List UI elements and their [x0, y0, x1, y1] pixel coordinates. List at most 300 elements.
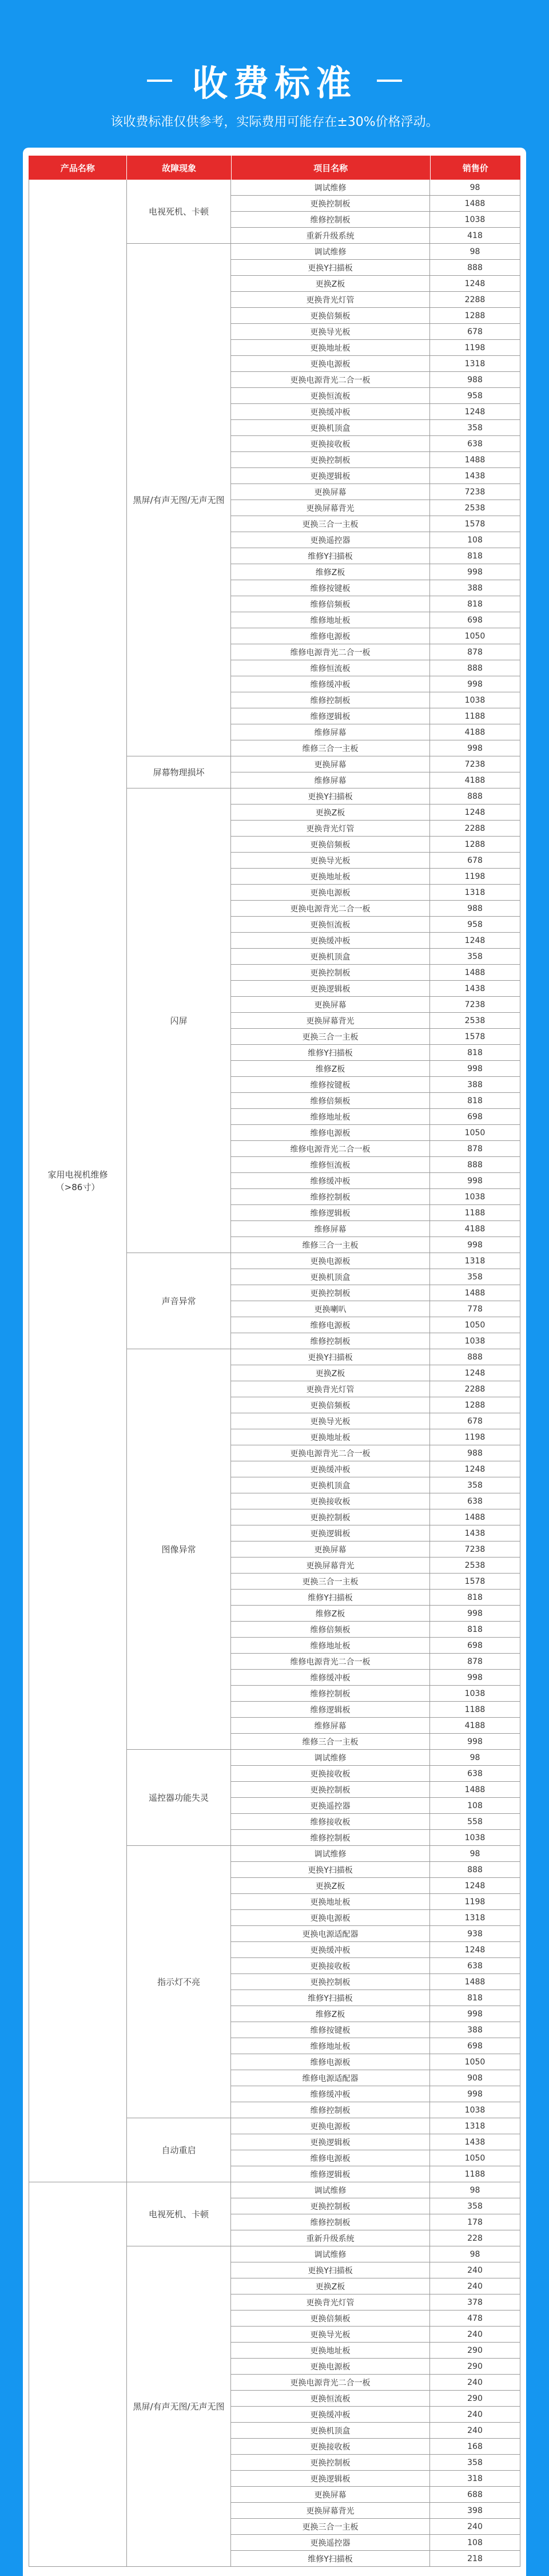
price-cell: 1038 [430, 1830, 520, 1846]
table-row [231, 2150, 520, 2166]
category-cell: 家用电视机维修（>86寸） [29, 180, 127, 2182]
item-name-cell: 更换地址板 [231, 1894, 430, 1910]
table-row [231, 2102, 520, 2118]
item-name-cell: 维修电源背光二合一板 [231, 1654, 430, 1670]
item-name-cell: 维修地址板 [231, 2038, 430, 2054]
items-column [231, 756, 520, 788]
item-name-cell: 更换背光灯管 [231, 2294, 430, 2311]
table-row [231, 1509, 520, 1525]
price-cell: 318 [430, 2471, 520, 2487]
price-cell: 1438 [430, 1525, 520, 1541]
table-row [231, 628, 520, 644]
price-cell: 1248 [430, 1461, 520, 1477]
table-row [231, 1910, 520, 1926]
price-cell: 1488 [430, 196, 520, 212]
table-row [231, 1333, 520, 1349]
price-cell: 698 [430, 1638, 520, 1654]
table-row [231, 2423, 520, 2439]
price-cell: 888 [430, 1862, 520, 1878]
table-row [231, 1798, 520, 1814]
item-name-cell: 更换Z板 [231, 276, 430, 292]
column-header-price: 销售价 [462, 163, 488, 173]
item-name-cell: 维修Z板 [231, 2006, 430, 2022]
price-cell: 1248 [430, 933, 520, 949]
price-cell: 958 [430, 917, 520, 933]
table-row [231, 2038, 520, 2054]
table-row [231, 1718, 520, 1734]
price-cell: 7238 [430, 484, 520, 500]
title-row [0, 55, 549, 106]
price-cell: 388 [430, 1077, 520, 1093]
item-name-cell: 更换屏幕背光 [231, 1013, 430, 1029]
table-row [231, 2262, 520, 2278]
price-cell: 818 [430, 1590, 520, 1606]
table-row [231, 2182, 520, 2198]
price-cell: 988 [430, 1445, 520, 1461]
item-name-cell: 更换接收板 [231, 2439, 430, 2455]
fault-group [127, 788, 520, 1253]
price-cell: 358 [430, 2198, 520, 2214]
table-row [231, 2246, 520, 2262]
price-cell: 1038 [430, 1333, 520, 1349]
table-row [231, 1013, 520, 1029]
items-column [231, 1846, 520, 2118]
item-name-cell: 维修Y扫描板 [231, 1045, 430, 1061]
table-row [231, 2391, 520, 2407]
item-name-cell: 更换控制板 [231, 452, 430, 468]
price-cell: 2288 [430, 1381, 520, 1397]
price-cell: 888 [430, 1157, 520, 1173]
item-name-cell: 维修电源背光二合一板 [231, 644, 430, 660]
item-name-cell: 更换电源背光二合一板 [231, 2375, 430, 2391]
table-row [231, 276, 520, 292]
price-cell: 478 [430, 2311, 520, 2327]
fault-cell: 屏幕物理损坏 [127, 756, 231, 788]
table-row [231, 1445, 520, 1461]
price-cell: 1248 [430, 1942, 520, 1958]
item-name-cell: 调试维修 [231, 244, 430, 260]
table-row [231, 1397, 520, 1413]
item-name-cell: 更换倍频板 [231, 308, 430, 324]
item-name-cell: 更换逻辑板 [231, 2134, 430, 2150]
item-name-cell: 维修屏幕 [231, 1221, 430, 1237]
item-name-cell: 维修三合一主板 [231, 1734, 430, 1750]
item-name-cell: 更换Y扫描板 [231, 1349, 430, 1365]
item-name-cell: 维修电源板 [231, 1125, 430, 1141]
price-cell: 240 [430, 2519, 520, 2535]
fault-cell: 电视死机、卡顿 [127, 2182, 231, 2246]
item-name-cell: 维修电源板 [231, 1317, 430, 1333]
item-name-cell: 更换缓冲板 [231, 2407, 430, 2423]
item-name-cell: 更换遥控器 [231, 532, 430, 548]
table-row [231, 2359, 520, 2375]
item-name-cell: 更换遥控器 [231, 2535, 430, 2551]
table-row [231, 1109, 520, 1125]
price-cell: 998 [430, 740, 520, 756]
price-cell: 818 [430, 1622, 520, 1638]
price-cell: 1248 [430, 804, 520, 821]
item-name-cell: 更换逻辑板 [231, 2471, 430, 2487]
price-cell: 388 [430, 2022, 520, 2038]
price-cell: 998 [430, 1173, 520, 1189]
price-cell: 358 [430, 949, 520, 965]
item-name-cell: 维修按键板 [231, 580, 430, 596]
title-right-dash [377, 80, 402, 82]
item-name-cell: 维修Y扫描板 [231, 548, 430, 564]
fault-cell: 电视死机、卡顿 [127, 180, 231, 244]
price-cell: 778 [430, 1301, 520, 1317]
item-name-cell: 更换控制板 [231, 2198, 430, 2214]
table-row [231, 1926, 520, 1942]
price-cell: 358 [430, 2455, 520, 2471]
item-name-cell: 更换遥控器 [231, 1798, 430, 1814]
item-name-cell: 调试维修 [231, 2246, 430, 2262]
price-cell: 1050 [430, 1125, 520, 1141]
item-name-cell: 维修按键板 [231, 2022, 430, 2038]
table-row [231, 1413, 520, 1429]
price-cell: 888 [430, 260, 520, 276]
item-name-cell: 维修控制板 [231, 1830, 430, 1846]
item-name-cell: 更换Z板 [231, 1878, 430, 1894]
table-row [231, 2214, 520, 2230]
fault-cell: 自动重启 [127, 2118, 231, 2182]
table-row [231, 2455, 520, 2471]
fault-cell: 黑屏/有声无图/无声无图 [127, 244, 231, 756]
item-name-cell: 维修控制板 [231, 2102, 430, 2118]
items-column [231, 180, 520, 244]
price-cell: 1038 [430, 2102, 520, 2118]
items-column [231, 1349, 520, 1750]
price-cell: 240 [430, 2423, 520, 2439]
items-column [231, 2118, 520, 2182]
item-name-cell: 更换背光灯管 [231, 292, 430, 308]
item-name-cell: 调试维修 [231, 2182, 430, 2198]
table-row [231, 1974, 520, 1990]
table-row [231, 837, 520, 853]
table-row [231, 356, 520, 372]
item-name-cell: 更换恒流板 [231, 917, 430, 933]
price-cell: 418 [430, 228, 520, 244]
title-left-dash [147, 80, 172, 82]
price-cell: 678 [430, 324, 520, 340]
table-row [231, 869, 520, 885]
table-row [231, 388, 520, 404]
table-row [231, 901, 520, 917]
table-row [231, 180, 520, 196]
faults-column [127, 180, 520, 2182]
item-name-cell: 维修控制板 [231, 692, 430, 708]
faults-column [127, 2182, 520, 2567]
table-row [231, 340, 520, 356]
price-cell: 388 [430, 580, 520, 596]
table-row [231, 1317, 520, 1333]
price-cell: 7238 [430, 997, 520, 1013]
table-row [231, 1686, 520, 1702]
item-name-cell: 维修缓冲板 [231, 676, 430, 692]
price-cell: 818 [430, 1990, 520, 2006]
price-cell: 108 [430, 532, 520, 548]
table-row [231, 1381, 520, 1397]
price-cell: 1188 [430, 708, 520, 724]
table-row [231, 2086, 520, 2102]
item-name-cell: 维修倍频板 [231, 1093, 430, 1109]
fault-group [127, 2246, 520, 2567]
table-row [231, 532, 520, 548]
price-cell: 240 [430, 2375, 520, 2391]
category-cell [29, 2182, 127, 2567]
item-name-cell: 更换Y扫描板 [231, 1862, 430, 1878]
table-row [231, 1365, 520, 1381]
table-row [231, 2375, 520, 2391]
item-name-cell: 更换Y扫描板 [231, 2262, 430, 2278]
table-row [231, 212, 520, 228]
price-cell: 1198 [430, 1894, 520, 1910]
item-name-cell: 更换电源板 [231, 2359, 430, 2375]
price-cell: 1198 [430, 340, 520, 356]
item-name-cell: 更换三合一主板 [231, 516, 430, 532]
item-name-cell: 更换地址板 [231, 869, 430, 885]
price-cell: 908 [430, 2070, 520, 2086]
table-row [231, 1558, 520, 1574]
table-row [231, 724, 520, 740]
table-row [231, 1862, 520, 1878]
table-row [231, 1782, 520, 1798]
table-row [231, 2278, 520, 2294]
item-name-cell: 维修恒流板 [231, 660, 430, 676]
item-name-cell: 更换电源板 [231, 885, 430, 901]
item-name-cell: 更换恒流板 [231, 2391, 430, 2407]
table-row [231, 1301, 520, 1317]
table-row [231, 2198, 520, 2214]
table-row [231, 1606, 520, 1622]
item-name-cell: 更换接收板 [231, 1493, 430, 1509]
price-cell: 678 [430, 1413, 520, 1429]
price-cell: 1318 [430, 2118, 520, 2134]
item-name-cell: 更换机顶盒 [231, 420, 430, 436]
table-row [231, 1285, 520, 1301]
table-row [231, 596, 520, 612]
item-name-cell: 更换恒流板 [231, 388, 430, 404]
price-cell: 1050 [430, 1317, 520, 1333]
item-name-cell: 更换三合一主板 [231, 1574, 430, 1590]
table-row [231, 788, 520, 804]
price-cell: 1038 [430, 1189, 520, 1205]
price-cell: 168 [430, 2439, 520, 2455]
table-row [231, 2230, 520, 2246]
items-column [231, 2246, 520, 2567]
category-group [29, 180, 520, 2182]
table-row [231, 372, 520, 388]
item-name-cell: 维修倍频板 [231, 596, 430, 612]
item-name-cell: 维修电源板 [231, 2054, 430, 2070]
item-name-cell: 更换控制板 [231, 1509, 430, 1525]
table-row [231, 404, 520, 420]
table-row [231, 1141, 520, 1157]
price-cell: 98 [430, 1750, 520, 1766]
table-row [231, 853, 520, 869]
price-cell: 358 [430, 1269, 520, 1285]
item-name-cell: 维修电源适配器 [231, 2070, 430, 2086]
price-cell: 2538 [430, 1558, 520, 1574]
price-cell: 1248 [430, 404, 520, 420]
item-name-cell: 更换逻辑板 [231, 981, 430, 997]
item-name-cell: 更换屏幕背光 [231, 1558, 430, 1574]
table-row [231, 1157, 520, 1173]
item-name-cell: 更换接收板 [231, 1766, 430, 1782]
item-name-cell: 维修缓冲板 [231, 1173, 430, 1189]
item-name-cell: 更换电源板 [231, 1253, 430, 1269]
price-cell: 638 [430, 1493, 520, 1509]
price-cell: 240 [430, 2327, 520, 2343]
item-name-cell: 更换缓冲板 [231, 933, 430, 949]
price-cell: 228 [430, 2230, 520, 2246]
table-row [231, 1237, 520, 1253]
item-name-cell: 更换控制板 [231, 1974, 430, 1990]
item-name-cell: 更换背光灯管 [231, 821, 430, 837]
price-cell: 98 [430, 244, 520, 260]
table-row [231, 1461, 520, 1477]
item-name-cell: 更换喇叭 [231, 1301, 430, 1317]
item-name-cell: 更换逻辑板 [231, 468, 430, 484]
item-name-cell: 维修逻辑板 [231, 1205, 430, 1221]
table-row [231, 965, 520, 981]
items-column [231, 244, 520, 756]
table-row [231, 885, 520, 901]
price-cell: 698 [430, 1109, 520, 1125]
item-name-cell: 维修Y扫描板 [231, 2551, 430, 2567]
table-row [231, 580, 520, 596]
item-name-cell: 维修屏幕 [231, 724, 430, 740]
price-cell: 558 [430, 1814, 520, 1830]
column-header-product: 产品名称 [29, 156, 127, 180]
item-name-cell: 更换倍频板 [231, 2311, 430, 2327]
price-cell: 1288 [430, 308, 520, 324]
item-name-cell: 维修缓冲板 [231, 2086, 430, 2102]
price-cell: 998 [430, 1734, 520, 1750]
price-cell: 998 [430, 1606, 520, 1622]
table-row [231, 1061, 520, 1077]
price-cell: 1038 [430, 1686, 520, 1702]
table-row [231, 917, 520, 933]
item-name-cell: 重新升级系统 [231, 2230, 430, 2246]
table-row [231, 676, 520, 692]
price-cell: 1488 [430, 965, 520, 981]
price-cell: 1318 [430, 885, 520, 901]
items-column [231, 2182, 520, 2246]
item-name-cell: 更换屏幕 [231, 484, 430, 500]
price-cell: 2288 [430, 821, 520, 837]
table-row [231, 1750, 520, 1766]
price-cell: 240 [430, 2278, 520, 2294]
price-cell: 1050 [430, 628, 520, 644]
fault-group [127, 244, 520, 756]
page-header [0, 0, 549, 148]
table-row [231, 821, 520, 837]
item-name-cell: 维修电源板 [231, 2150, 430, 2166]
price-cell: 998 [430, 676, 520, 692]
item-name-cell: 调试维修 [231, 180, 430, 196]
table-row [231, 2022, 520, 2038]
table-row [231, 1221, 520, 1237]
table-row [231, 2166, 520, 2182]
price-cell: 638 [430, 1766, 520, 1782]
price-cell: 818 [430, 596, 520, 612]
item-name-cell: 更换机顶盒 [231, 2423, 430, 2439]
item-name-cell: 调试维修 [231, 1846, 430, 1862]
table-row [231, 981, 520, 997]
fault-cell: 闪屏 [127, 788, 231, 1253]
table-row [231, 756, 520, 772]
price-cell: 878 [430, 1654, 520, 1670]
item-name-cell: 调试维修 [231, 1750, 430, 1766]
fault-group [127, 1349, 520, 1750]
price-cell: 1248 [430, 1878, 520, 1894]
fault-cell: 黑屏/有声无图/无声无图 [127, 2246, 231, 2567]
price-cell: 98 [430, 2246, 520, 2262]
table-header [29, 156, 520, 180]
table-row [231, 1702, 520, 1718]
items-column [231, 1750, 520, 1846]
table-row [231, 740, 520, 756]
table-row [231, 308, 520, 324]
price-cell: 878 [430, 1141, 520, 1157]
table-row [231, 1766, 520, 1782]
price-cell: 1578 [430, 1574, 520, 1590]
item-name-cell: 更换缓冲板 [231, 1942, 430, 1958]
table-row [231, 1205, 520, 1221]
fault-group [127, 1750, 520, 1846]
item-name-cell: 更换电源板 [231, 1910, 430, 1926]
item-name-cell: 更换Y扫描板 [231, 788, 430, 804]
price-cell: 998 [430, 1237, 520, 1253]
price-cell: 4188 [430, 1221, 520, 1237]
table-row [231, 644, 520, 660]
price-card [23, 148, 526, 2576]
item-name-cell: 更换接收板 [231, 436, 430, 452]
table-row [231, 2134, 520, 2150]
table-row [231, 436, 520, 452]
price-cell: 1198 [430, 869, 520, 885]
table-row [231, 2439, 520, 2455]
item-name-cell: 维修控制板 [231, 212, 430, 228]
price-cell: 2288 [430, 292, 520, 308]
item-name-cell: 维修电源板 [231, 628, 430, 644]
price-cell: 240 [430, 2407, 520, 2423]
item-name-cell: 更换Y扫描板 [231, 260, 430, 276]
price-cell: 998 [430, 2006, 520, 2022]
price-cell: 1488 [430, 1509, 520, 1525]
fault-group [127, 2182, 520, 2246]
table-row [231, 2343, 520, 2359]
table-row [231, 468, 520, 484]
table-row [231, 548, 520, 564]
table-row [231, 1029, 520, 1045]
table-row [231, 1590, 520, 1606]
price-cell: 1188 [430, 2166, 520, 2182]
table-row [231, 2487, 520, 2503]
price-cell: 998 [430, 1061, 520, 1077]
item-name-cell: 更换Z板 [231, 804, 430, 821]
table-row [231, 2294, 520, 2311]
items-column [231, 1253, 520, 1349]
price-cell: 1578 [430, 1029, 520, 1045]
item-name-cell: 更换Z板 [231, 2278, 430, 2294]
table-row [231, 1477, 520, 1493]
table-row [231, 804, 520, 821]
item-name-cell: 更换屏幕 [231, 1541, 430, 1558]
price-cell: 7238 [430, 756, 520, 772]
item-name-cell: 维修逻辑板 [231, 2166, 430, 2182]
